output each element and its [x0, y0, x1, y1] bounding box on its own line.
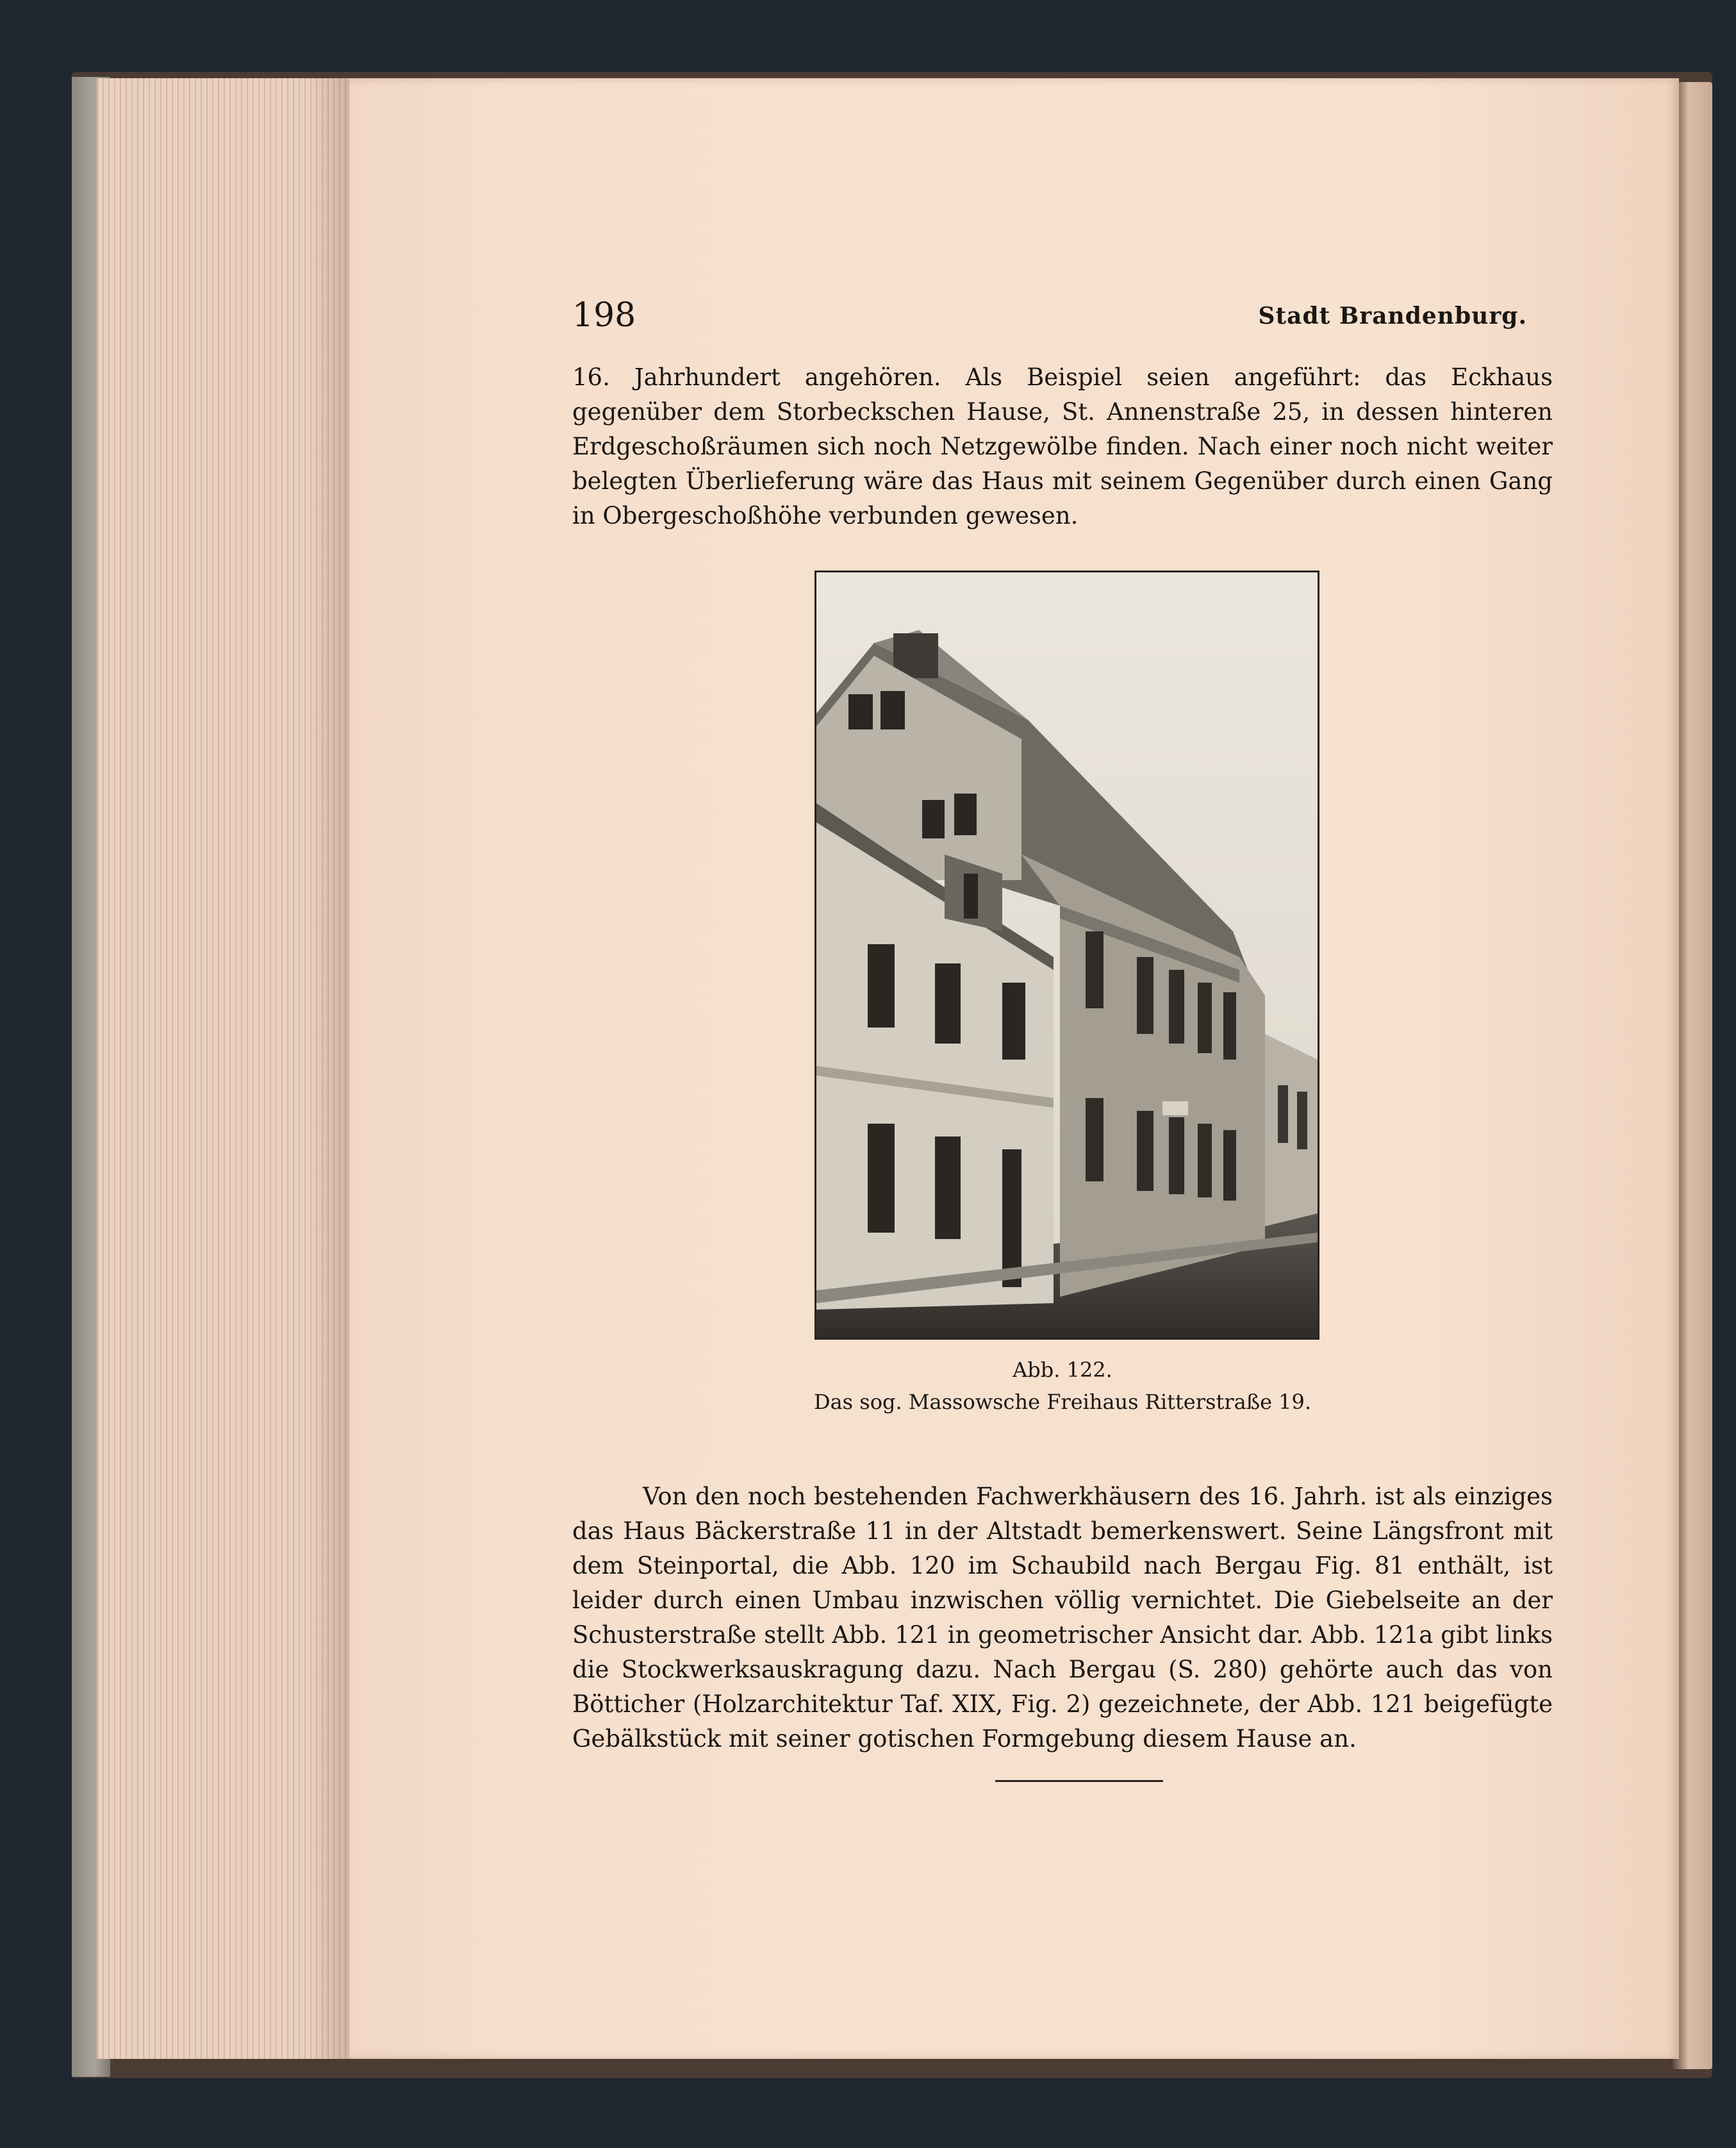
page-number: 198: [572, 296, 636, 335]
paragraph-1: 16. Jahrhundert angehören. Als Beispiel seien angeführt: das Eckhaus gegenüber dem Storbeckschen Hause, St. Annenstraße 25, in dessen hinteren Erdgeschoßräumen sich noch Netzgewölbe finden. Nach einer noch nicht weiter belegten Überlieferung wäre das Haus mit seinem Gegenüber durch einen Gang in Obergeschoßhöhe verbunden gewesen.: [572, 363, 1553, 529]
figure-photograph: [814, 570, 1319, 1340]
book-page: [349, 78, 1679, 2059]
section-end-rule: [995, 1780, 1163, 1782]
running-title: Stadt Brandenburg.: [1258, 303, 1527, 329]
building-photo-illustration: [816, 572, 1318, 1338]
running-head: [572, 296, 1527, 341]
figure-caption: Das sog. Massowsche Freihaus Ritterstraße 19.: [813, 1390, 1312, 1414]
figure-label: Abb. 122.: [1013, 1358, 1112, 1382]
page-gutter-shadow: [308, 78, 349, 2059]
paragraph-2: Von den noch bestehenden Fachwerkhäusern des 16. Jahrh. ist als einziges das Haus Bäckerstraße 11 in der Altstadt bemerkenswert. Seine Längsfront mit dem Steinportal, die Abb. 120 im Schaubild nach Bergau Fig. 81 enthält, ist leider durch einen Umbau inzwischen völlig vernichtet. Die Giebelseite an der Schusterstraße stellt Abb. 121 in geometrischer Ansicht dar. Abb. 121a gibt links die Stockwerksauskragung dazu. Nach Bergau (S. 280) gehörte auch das von Bötticher (Holzarchitektur Taf. XIX, Fig. 2) gezeichnete, der Abb. 121 beigefügte Gebälkstück mit seiner gotischen Formgebung diesem Hause an.: [572, 1483, 1553, 1753]
